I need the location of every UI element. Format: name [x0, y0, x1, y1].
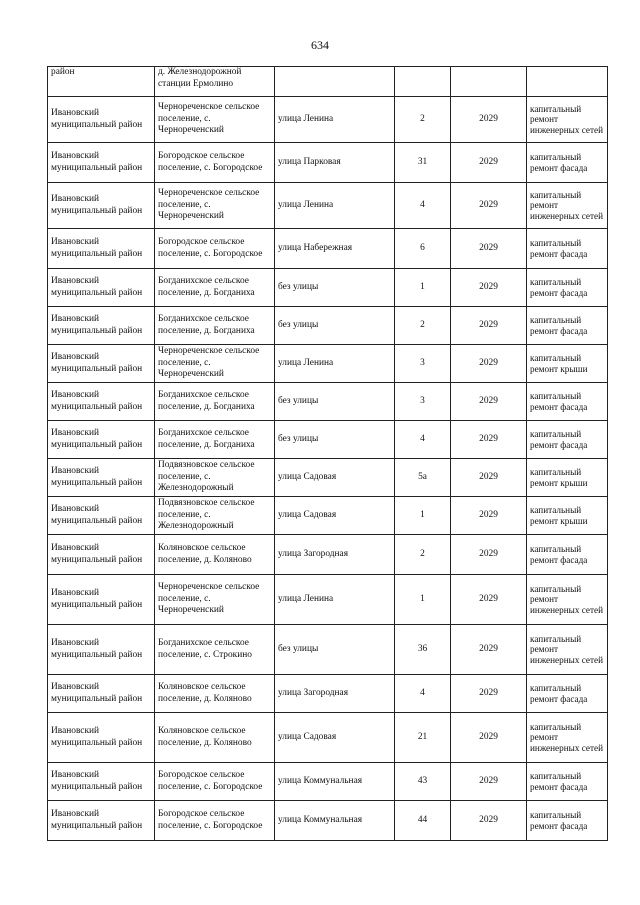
work-type-cell: капитальный ремонт фасада	[527, 675, 608, 713]
street-cell: улица Коммунальная	[275, 763, 395, 801]
year-cell: 2029	[451, 97, 527, 143]
street-cell: улица Загородная	[275, 675, 395, 713]
year-cell: 2029	[451, 307, 527, 345]
street-cell: без улицы	[275, 421, 395, 459]
year-cell: 2029	[451, 383, 527, 421]
work-type-cell: капитальный ремонт инженерных сетей	[527, 575, 608, 625]
district-cell: Ивановский муниципальный район	[48, 713, 155, 763]
work-type-cell: капитальный ремонт крыши	[527, 345, 608, 383]
year-cell: 2029	[451, 143, 527, 183]
table-row	[48, 575, 608, 625]
work-type-cell: капитальный ремонт фасада	[527, 143, 608, 183]
work-type-cell: капитальный ремонт крыши	[527, 497, 608, 535]
table-row	[48, 269, 608, 307]
settlement-cell: Чернореченское сельское поселение, с. Чернореченский	[155, 345, 275, 383]
table-row	[48, 625, 608, 675]
street-cell: без улицы	[275, 269, 395, 307]
house-cell: 5а	[395, 459, 451, 497]
table-row	[48, 421, 608, 459]
district-cell: Ивановский муниципальный район	[48, 575, 155, 625]
house-cell: 44	[395, 801, 451, 841]
table-row	[48, 801, 608, 841]
district-cell: Ивановский муниципальный район	[48, 421, 155, 459]
district-cell: Ивановский муниципальный район	[48, 383, 155, 421]
district-cell: Ивановский муниципальный район	[48, 143, 155, 183]
work-type-cell: капитальный ремонт фасада	[527, 535, 608, 575]
district-cell: Ивановский муниципальный район	[48, 801, 155, 841]
year-cell: 2029	[451, 345, 527, 383]
street-cell: улица Ленина	[275, 97, 395, 143]
table-row	[48, 535, 608, 575]
settlement-cell: д. Железнодорожной станции Ермолино	[155, 67, 275, 97]
page-number: 634	[311, 38, 329, 52]
district-cell: Ивановский муниципальный район	[48, 459, 155, 497]
house-cell: 4	[395, 183, 451, 229]
house-cell: 2	[395, 307, 451, 345]
work-type-cell: капитальный ремонт инженерных сетей	[527, 713, 608, 763]
house-cell	[395, 67, 451, 97]
year-cell: 2029	[451, 183, 527, 229]
table-row	[48, 307, 608, 345]
work-type-cell	[527, 67, 608, 97]
house-cell: 4	[395, 675, 451, 713]
street-cell: улица Ленина	[275, 183, 395, 229]
district-cell: Ивановский муниципальный район	[48, 307, 155, 345]
house-cell: 3	[395, 345, 451, 383]
table-row	[48, 383, 608, 421]
table-row	[48, 675, 608, 713]
settlement-cell: Чернореченское сельское поселение, с. Чернореченский	[155, 575, 275, 625]
work-type-cell: капитальный ремонт инженерных сетей	[527, 625, 608, 675]
year-cell: 2029	[451, 459, 527, 497]
house-cell: 1	[395, 497, 451, 535]
district-cell: Ивановский муниципальный район	[48, 763, 155, 801]
year-cell: 2029	[451, 713, 527, 763]
house-cell: 36	[395, 625, 451, 675]
house-cell: 21	[395, 713, 451, 763]
settlement-cell: Коляновское сельское поселение, д. Коляново	[155, 713, 275, 763]
settlement-cell: Богородское сельское поселение, с. Богородское	[155, 801, 275, 841]
settlement-cell: Коляновское сельское поселение, д. Коляново	[155, 535, 275, 575]
year-cell: 2029	[451, 675, 527, 713]
street-cell: без улицы	[275, 625, 395, 675]
work-type-cell: капитальный ремонт фасада	[527, 421, 608, 459]
work-type-cell: капитальный ремонт фасада	[527, 383, 608, 421]
street-cell: улица Садовая	[275, 713, 395, 763]
district-cell: Ивановский муниципальный район	[48, 229, 155, 269]
year-cell: 2029	[451, 625, 527, 675]
street-cell: улица Садовая	[275, 459, 395, 497]
house-cell: 2	[395, 535, 451, 575]
district-cell: Ивановский муниципальный район	[48, 497, 155, 535]
district-cell: Ивановский муниципальный район	[48, 675, 155, 713]
district-cell: Ивановский муниципальный район	[48, 269, 155, 307]
street-cell: улица Коммунальная	[275, 801, 395, 841]
house-cell: 31	[395, 143, 451, 183]
settlement-cell: Коляновское сельское поселение, д. Коляново	[155, 675, 275, 713]
table-row	[48, 713, 608, 763]
street-cell: без улицы	[275, 307, 395, 345]
street-cell	[275, 67, 395, 97]
district-cell: Ивановский муниципальный район	[48, 345, 155, 383]
street-cell: улица Ленина	[275, 575, 395, 625]
settlement-cell: Чернореченское сельское поселение, с. Чернореченский	[155, 97, 275, 143]
work-type-cell: капитальный ремонт фасада	[527, 801, 608, 841]
work-type-cell: капитальный ремонт инженерных сетей	[527, 183, 608, 229]
settlement-cell: Богданихское сельское поселение, д. Богданиха	[155, 269, 275, 307]
street-cell: без улицы	[275, 383, 395, 421]
settlement-cell: Подвязновское сельское поселение, с. Железнодорожный	[155, 459, 275, 497]
district-cell: Ивановский муниципальный район	[48, 625, 155, 675]
year-cell: 2029	[451, 229, 527, 269]
settlement-cell: Подвязновское сельское поселение, с. Железнодорожный	[155, 497, 275, 535]
table-body	[48, 67, 608, 841]
street-cell: улица Парковая	[275, 143, 395, 183]
work-type-cell: капитальный ремонт фасада	[527, 763, 608, 801]
settlement-cell: Богданихское сельское поселение, д. Богданиха	[155, 421, 275, 459]
year-cell: 2029	[451, 801, 527, 841]
settlement-cell: Богданихское сельское поселение, д. Богданиха	[155, 307, 275, 345]
year-cell: 2029	[451, 269, 527, 307]
house-cell: 2	[395, 97, 451, 143]
year-cell: 2029	[451, 497, 527, 535]
district-cell: Ивановский муниципальный район	[48, 535, 155, 575]
district-cell: район	[48, 67, 155, 97]
table-row	[48, 143, 608, 183]
district-cell: Ивановский муниципальный район	[48, 183, 155, 229]
work-type-cell: капитальный ремонт фасада	[527, 269, 608, 307]
street-cell: улица Ленина	[275, 345, 395, 383]
work-type-cell: капитальный ремонт фасада	[527, 229, 608, 269]
table-row	[48, 497, 608, 535]
settlement-cell: Богданихское сельское поселение, с. Строкино	[155, 625, 275, 675]
table-row	[48, 229, 608, 269]
house-cell: 3	[395, 383, 451, 421]
work-type-cell: капитальный ремонт инженерных сетей	[527, 97, 608, 143]
settlement-cell: Богородское сельское поселение, с. Богородское	[155, 143, 275, 183]
table-row	[48, 763, 608, 801]
settlement-cell: Богородское сельское поселение, с. Богородское	[155, 229, 275, 269]
work-type-cell: капитальный ремонт фасада	[527, 307, 608, 345]
house-cell: 1	[395, 269, 451, 307]
table-row	[48, 183, 608, 229]
house-cell: 1	[395, 575, 451, 625]
table-row	[48, 97, 608, 143]
year-cell: 2029	[451, 421, 527, 459]
house-cell: 43	[395, 763, 451, 801]
year-cell: 2029	[451, 575, 527, 625]
street-cell: улица Набережная	[275, 229, 395, 269]
table-row	[48, 345, 608, 383]
work-type-cell: капитальный ремонт крыши	[527, 459, 608, 497]
year-cell: 2029	[451, 535, 527, 575]
year-cell: 2029	[451, 763, 527, 801]
street-cell: улица Загородная	[275, 535, 395, 575]
settlement-cell: Чернореченское сельское поселение, с. Чернореченский	[155, 183, 275, 229]
house-cell: 6	[395, 229, 451, 269]
street-cell: улица Садовая	[275, 497, 395, 535]
settlement-cell: Богданихское сельское поселение, д. Богданиха	[155, 383, 275, 421]
year-cell	[451, 67, 527, 97]
house-cell: 4	[395, 421, 451, 459]
table-row	[48, 459, 608, 497]
table-row-continuation	[48, 67, 608, 97]
district-cell: Ивановский муниципальный район	[48, 97, 155, 143]
housing-repair-table	[47, 66, 608, 841]
settlement-cell: Богородское сельское поселение, с. Богородское	[155, 763, 275, 801]
